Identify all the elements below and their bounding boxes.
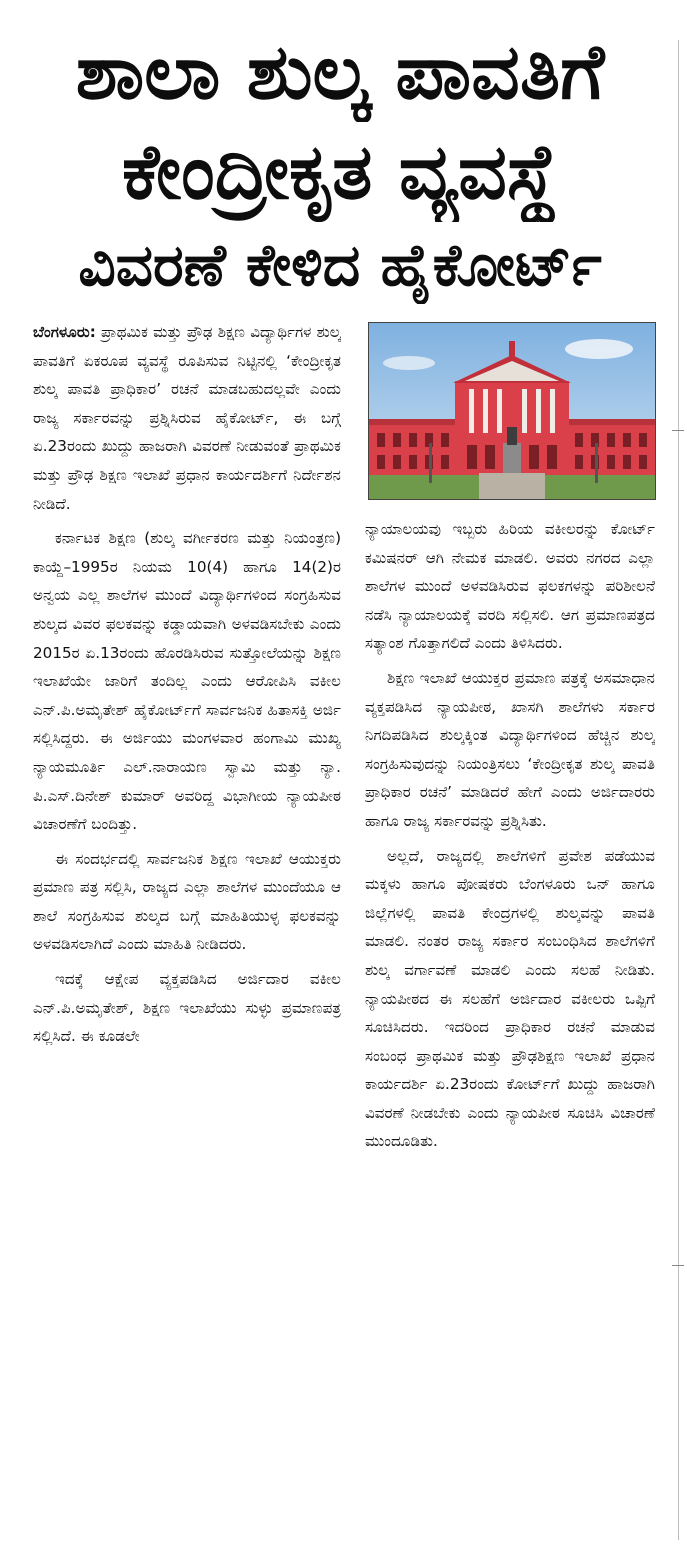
- article-paragraph: ಶಿಕ್ಷಣ ಇಲಾಖೆ ಆಯುಕ್ತರ ಪ್ರಮಾಣ ಪತ್ರಕ್ಕೆ ಅಸಮಾಧಾನ ವ್ಯಕ್ತಪಡಿಸಿದ ನ್ಯಾಯಪೀಠ, ಖಾಸಗಿ ಶಾಲೆಗಳು ಸರ್ಕಾರ ನಿಗದಿಪಡಿಸಿದ ಶುಲ್ಕಕ್ಕಿಂತ ವಿದ್ಯಾರ್ಥಿಗಳಿಂದ ಹೆಚ್ಚಿನ ಶುಲ್ಕ ಸಂಗ್ರಹಿಸುವುದನ್ನು ನಿಯಂತ್ರಿಸಲು ‘ಕೇಂದ್ರೀಕೃತ ಶುಲ್ಕ ಪಾವತಿ ಪ್ರಾಧಿಕಾರ ರಚನೆ’ ಮಾಡಿದರೆ ಹೇಗೆ ಎಂದು ಅರ್ಜಿದಾರರು ಹಾಗೂ ರಾಜ್ಯ ಸರ್ಕಾರವನ್ನು ಪ್ರಶ್ನಿಸಿತು.: [365, 668, 655, 830]
- article-paragraph: ಇದಕ್ಕೆ ಆಕ್ಷೇಪ ವ್ಯಕ್ತಪಡಿಸಿದ ಅರ್ಜಿದಾರ ವಕೀಲ ಎನ್.ಪಿ.ಅಮೃತೇಶ್, ಶಿಕ್ಷಣ ಇಲಾಖೆಯು ಸುಳ್ಳು ಪ್ರಮಾಣಪತ್ರ ಸಲ್ಲಿಸಿದೆ. ಈ ಕೂಡಲೇ: [33, 970, 341, 1046]
- high-court-building-icon: [369, 323, 655, 499]
- article-column-1: [33, 318, 341, 1540]
- article-lead-text: ಪ್ರಾಥಮಿಕ ಮತ್ತು ಪ್ರೌಢ ಶಿಕ್ಷಣ ವಿದ್ಯಾರ್ಥಿಗಳ ಶುಲ್ಕ ಪಾವತಿಗೆ ಏಕರೂಪ ವ್ಯವಸ್ಥೆ ರೂಪಿಸುವ ನಿಟ್ಟಿನಲ್ಲಿ ‘ಕೇಂದ್ರೀಕೃತ ಶುಲ್ಕ ಪಾವತಿ ಪ್ರಾಧಿಕಾರ’ ರಚನೆ ಮಾಡಬಹುದಲ್ಲವೇ ಎಂದು ರಾಜ್ಯ ಸರ್ಕಾರವನ್ನು ಪ್ರಶ್ನಿಸಿರುವ ಹೈಕೋರ್ಟ್, ಈ ಬಗ್ಗೆ ಏ.23ರಂದು ಖುದ್ದು ಹಾಜರಾಗಿ ವಿವರಣೆ ನೀಡುವಂತೆ ಪ್ರಾಥಮಿಕ ಮತ್ತು ಪ್ರೌಢ ಶಿಕ್ಷಣ ಇಲಾಖೆ ಪ್ರಧಾನ ಕಾರ್ಯದರ್ಶಿಗೆ ನಿರ್ದೇಶನ ನೀಡಿದೆ.: [33, 323, 341, 513]
- article-paragraph: ಈ ಸಂದರ್ಭದಲ್ಲಿ ಸಾರ್ವಜನಿಕ ಶಿಕ್ಷಣ ಇಲಾಖೆ ಆಯುಕ್ತರು ಪ್ರಮಾಣ ಪತ್ರ ಸಲ್ಲಿಸಿ, ರಾಜ್ಯದ ಎಲ್ಲಾ ಶಾಲೆಗಳ ಮುಂದೆಯೂ ಆ ಶಾಲೆ ಸಂಗ್ರಹಿಸುವ ಶುಲ್ಕದ ಬಗ್ಗೆ ಮಾಹಿತಿಯುಳ್ಳ ಫಲಕವನ್ನು ಅಳವಡಿಸಲಾಗಿದೆ ಎಂದು ಮಾಹಿತಿ ನೀಡಿದರು.: [33, 849, 341, 954]
- headline-line-2: ಕೇಂದ್ರೀಕೃತ ವ್ಯವಸ್ಥೆ: [121, 127, 559, 216]
- article-dateline: ಬೆಂಗಳೂರು:: [33, 323, 96, 341]
- article-paragraph: [33, 318, 341, 518]
- page-edge-rule: [678, 40, 679, 1540]
- page-edge-tick: [672, 1265, 684, 1266]
- high-court-photo: [368, 322, 656, 500]
- headline-line-1: ಶಾಲಾ ಶುಲ್ಕ ಪಾವತಿಗೆ: [75, 27, 605, 116]
- article-paragraph: ಅಲ್ಲದೆ, ರಾಜ್ಯದಲ್ಲಿ ಶಾಲೆಗಳಿಗೆ ಪ್ರವೇಶ ಪಡೆಯುವ ಮಕ್ಕಳು ಹಾಗೂ ಪೋಷಕರು ಬೆಂಗಳೂರು ಒನ್ ಹಾಗೂ ಜಿಲ್ಲೆಗಳಲ್ಲಿ ಪಾವತಿ ಕೇಂದ್ರಗಳಲ್ಲಿ ಶುಲ್ಕವನ್ನು ಪಾವತಿ ಮಾಡಲಿ. ನಂತರ ರಾಜ್ಯ ಸರ್ಕಾರ ಸಂಬಂಧಿಸಿದ ಶಾಲೆಗಳಿಗೆ ಶುಲ್ಕ ವರ್ಗಾವಣೆ ಮಾಡಲಿ ಎಂದು ಸಲಹೆ ನೀಡಿತು. ನ್ಯಾಯಪೀಠದ ಈ ಸಲಹೆಗೆ ಅರ್ಜಿದಾರ ವಕೀಲರು ಒಪ್ಪಿಗೆ ಸೂಚಿಸಿದರು. ಇದರಿಂದ ಪ್ರಾಧಿಕಾರ ರಚನೆ ಮಾಡುವ ಸಂಬಂಧ ಪ್ರಾಥಮಿಕ ಮತ್ತು ಪ್ರೌಢಶಿಕ್ಷಣ ಇಲಾಖೆ ಪ್ರಧಾನ ಕಾರ್ಯದರ್ಶಿ ಏ.23ರಂದು ಕೋರ್ಟ್‌ಗೆ ಖುದ್ದು ಹಾಜರಾಗಿ ವಿವರಣೆ ನೀಡಬೇಕು ಎಂದು ನ್ಯಾಯಪೀಠ ಸೂಚಿಸಿ ವಿಚಾರಣೆ ಮುಂದೂಡಿತು.: [365, 846, 655, 1151]
- article-column-2: [365, 515, 655, 1545]
- article-paragraph: ಕರ್ನಾಟಕ ಶಿಕ್ಷಣ (ಶುಲ್ಕ ವರ್ಗೀಕರಣ ಮತ್ತು ನಿಯಂತ್ರಣ) ಕಾಯ್ದೆ–1995ರ ನಿಯಮ 10(4) ಹಾಗೂ 14(2)ರ ಅನ್ವಯ ಎಲ್ಲ ಶಾಲೆಗಳ ಮುಂದೆ ವಿದ್ಯಾರ್ಥಿಗಳಿಂದ ಸಂಗ್ರಹಿಸುವ ಶುಲ್ಕದ ವಿವರ ಫಲಕವನ್ನು ಕಡ್ಡಾಯವಾಗಿ ಅಳವಡಿಸಬೇಕು ಎಂದು 2015ರ ಏ.13ರಂದು ಹೊರಡಿಸಿರುವ ಸುತ್ತೋಲೆಯನ್ನು ಶಿಕ್ಷಣ ಇಲಾಖೆಯೇ ಜಾರಿಗೆ ತಂದಿಲ್ಲ ಎಂದು ಆರೋಪಿಸಿ ವಕೀಲ ಎನ್.ಪಿ.ಅಮೃತೇಶ್ ಹೈಕೋರ್ಟ್‌ಗೆ ಸಾರ್ವಜನಿಕ ಹಿತಾಸಕ್ತಿ ಅರ್ಜಿ ಸಲ್ಲಿಸಿದ್ದರು. ಈ ಅರ್ಜಿಯು ಮಂಗಳವಾರ ಹಂಗಾಮಿ ಮುಖ್ಯ ನ್ಯಾಯಮೂರ್ತಿ ಎಲ್.ನಾರಾಯಣ ಸ್ವಾಮಿ ಮತ್ತು ನ್ಯಾ. ಪಿ.ಎಸ್.ದಿನೇಶ್ ಕುಮಾರ್ ಅವರಿದ್ದ ವಿಭಾಗೀಯ ನ್ಯಾಯಪೀಠ ವಿಚಾರಣೆಗೆ ಬಂದಿತ್ತು.: [33, 529, 341, 834]
- page-edge-tick: [672, 430, 684, 431]
- article-paragraph: ನ್ಯಾಯಾಲಯವು ಇಬ್ಬರು ಹಿರಿಯ ವಕೀಲರನ್ನು ಕೋರ್ಟ್ ಕಮಿಷನರ್ ಆಗಿ ನೇಮಕ ಮಾಡಲಿ. ಅವರು ನಗರದ ಎಲ್ಲಾ ಶಾಲೆಗಳ ಮುಂದೆ ಅಳವಡಿಸಿರುವ ಫಲಕಗಳನ್ನು ಪರಿಶೀಲನೆ ನಡೆಸಿ ನ್ಯಾಯಾಲಯಕ್ಕೆ ವರದಿ ಸಲ್ಲಿಸಲಿ. ಆಗ ಪ್ರಮಾಣಪತ್ರದ ಸತ್ಯಾಂಶ ಗೊತ್ತಾಗಲಿದೆ ಎಂದು ತಿಳಿಸಿದರು.: [365, 520, 655, 653]
- headline-line-3: ವಿವರಣೆ ಕೇಳಿದ ಹೈಕೋರ್ಟ್: [78, 231, 602, 299]
